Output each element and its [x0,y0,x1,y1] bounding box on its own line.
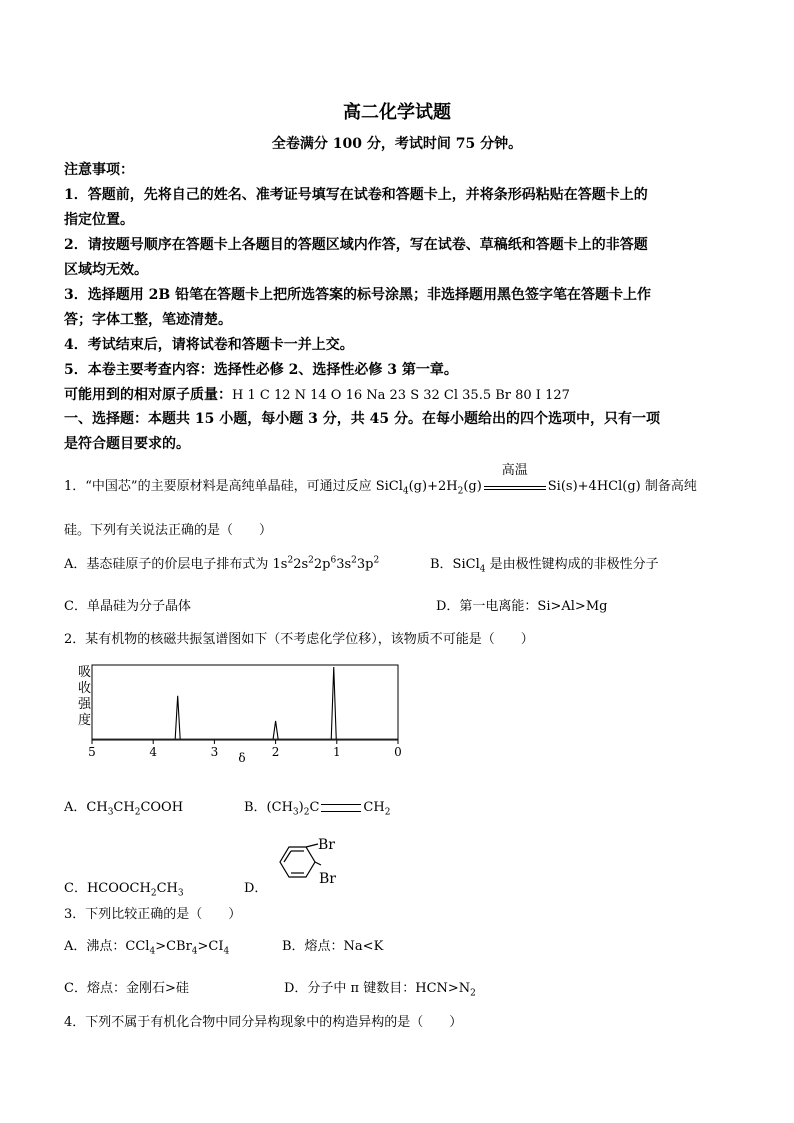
sup: 2 [287,555,294,566]
option-text: A．CH [64,800,108,815]
sub: 3 [177,888,184,899]
q1-text-post: Si(s)+4HCl(g) 制备高纯 [547,479,697,494]
sub: 4 [479,564,486,575]
x-tick-label: 5 [88,745,96,759]
note-3-line-2: 答；字体工整，笔迹清楚。 [64,312,232,328]
x-tick-label: 3 [210,745,219,759]
x-tick-label: 0 [394,745,402,759]
x-axis-label: δ [238,751,246,765]
y-axis-label-char: 强 [78,697,92,712]
section-1-line-2: 是符合题目要求的。 [64,436,190,452]
q1-text: (g) [463,479,482,494]
page-subtitle: 全卷满分 100 分，考试时间 75 分钟。 [271,136,523,152]
option-text: D．分子中 π 键数目：HCN>N [284,981,471,996]
note-5: 5．本卷主要考查内容：选择性必修 2、选择性必修 3 第一章。 [64,362,458,378]
bromine-label: Br [318,837,335,853]
spectrum-peak [331,667,336,739]
atomic-mass-label: 可能用到的相对原子质量： [64,387,232,403]
option-text: ) [298,800,304,815]
option-text: B．SiCl [430,557,480,572]
option-text: COOH [140,800,184,815]
q2-stem: 2．某有机物的核磁共振氢谱图如下（不考虑化学位移），该物质不可能是（ ） [64,632,534,647]
substituent-bond [315,862,321,865]
q2-option-a [64,796,183,818]
option-text: CH [156,881,178,896]
option-text: 3s [336,557,352,572]
x-tick-label: 2 [271,745,280,759]
atomic-mass-values: H 1 C 12 N 14 O 16 Na 23 S 32 Cl 35.5 Br 80 I 127 [232,388,570,403]
y-axis-label-char: 度 [78,713,92,728]
page-title: 高二化学试题 [343,102,451,123]
q1-sub: 2 [457,486,464,497]
sub: 2 [303,807,310,818]
note-1-line-2: 指定位置。 [64,212,134,228]
note-2-line-2: 区域均无效。 [64,262,148,278]
sub: 4 [149,946,156,957]
sub: 2 [470,988,476,999]
sub: 4 [223,946,230,957]
note-4: 4．考试结束后，请将试卷和答题卡一并上交。 [64,337,354,353]
sub: 2 [134,807,141,818]
q2-option-d-label: D． [244,881,268,896]
notes-heading: 注意事项： [64,162,134,178]
x-tick-label: 1 [332,745,341,759]
q1-stem-line-2: 硅。下列有关说法正确的是（ ） [64,523,273,538]
y-axis-label-char: 收 [78,681,92,696]
q1-text-pre: 1．“中国芯”的主要原材料是高纯单晶硅，可通过反应 SiCl [64,479,403,494]
dibromobenzene-structure [266,835,346,895]
q3-option-a [64,935,229,957]
sub: 3 [107,807,114,818]
sub: 2 [150,888,157,899]
q1-option-b [430,553,659,575]
sub: 2 [384,807,391,818]
q1-option-a [64,553,379,572]
sup: 6 [330,555,337,566]
option-text: B．(CH [244,800,293,815]
spectrum-peak [273,721,278,739]
note-3-line-1: 3．选择题用 2B 铅笔在答题卡上把所选答案的标号涂黑；非选择题用黑色签字笔在答题卡上作 [64,287,652,303]
q3-option-c: C．熔点：金刚石>硅 [64,981,189,996]
option-text: CH [363,800,385,815]
option-text: CH [113,800,135,815]
y-axis-label-char: 吸 [78,665,92,680]
sup: 2 [351,555,357,566]
option-text: A．基态硅原子的价层电子排布式为 1s [64,557,288,572]
reaction-arrow [484,463,546,494]
spectrum-line [92,667,398,739]
q2-option-b [244,796,390,818]
sup: 2 [373,555,380,566]
section-1-line-1: 一、选择题：本题共 15 小题，每小题 3 分，共 45 分。在每小题给出的四个选项中，只有一项 [64,411,660,427]
option-text: A．沸点：CCl [64,939,150,954]
q1-stem-line-1 [64,463,697,497]
q3-option-b: B．熔点：Na<K [282,939,384,954]
equals-sign [484,486,546,490]
q3-option-d [284,977,476,999]
q1-option-c: C．单晶硅为分子晶体 [64,599,191,614]
chart-frame [92,665,398,740]
x-tick-label: 4 [149,745,158,759]
option-text: 3p [356,557,374,572]
note-2-line-1: 2．请按题号顺序在答题卡上各题目的答题区域内作答，写在试卷、草稿纸和答题卡上的非答题 [64,237,648,253]
option-text: C．HCOOCH [64,881,151,896]
substituent-bond [306,844,318,847]
option-text: 2s [293,557,309,572]
q4-stem: 4．下列不属于有机化合物中同分异构现象中的构造异构的是（ ） [64,1015,463,1030]
note-1-line-1: 1．答题前，先将自己的姓名、准考证号填写在试卷和答题卡上，并将条形码粘贴在答题卡上的 [64,187,648,203]
spectrum-peak [175,696,180,739]
q3-stem: 3．下列比较正确的是（ ） [64,907,242,922]
sub: 4 [191,946,198,957]
nmr-spectrum-chart [64,660,409,765]
q2-option-c [64,877,184,899]
double-bond [321,804,361,812]
option-text: 是由极性键构成的非极性分子 [485,557,659,572]
atomic-mass-line [64,384,570,404]
reaction-condition: 高温 [501,463,528,478]
sub: 3 [292,807,299,818]
q1-sub: 4 [402,486,409,497]
option-text: >CI [197,939,224,954]
q1-text: (g)+2H [408,479,458,494]
q1-option-d: D．第一电离能：Si>Al>Mg [436,599,608,614]
option-text: 2p [313,557,331,572]
sup: 2 [308,555,314,566]
option-text: >CBr [155,939,192,954]
bromine-label: Br [319,871,336,887]
option-text: C [309,800,320,815]
